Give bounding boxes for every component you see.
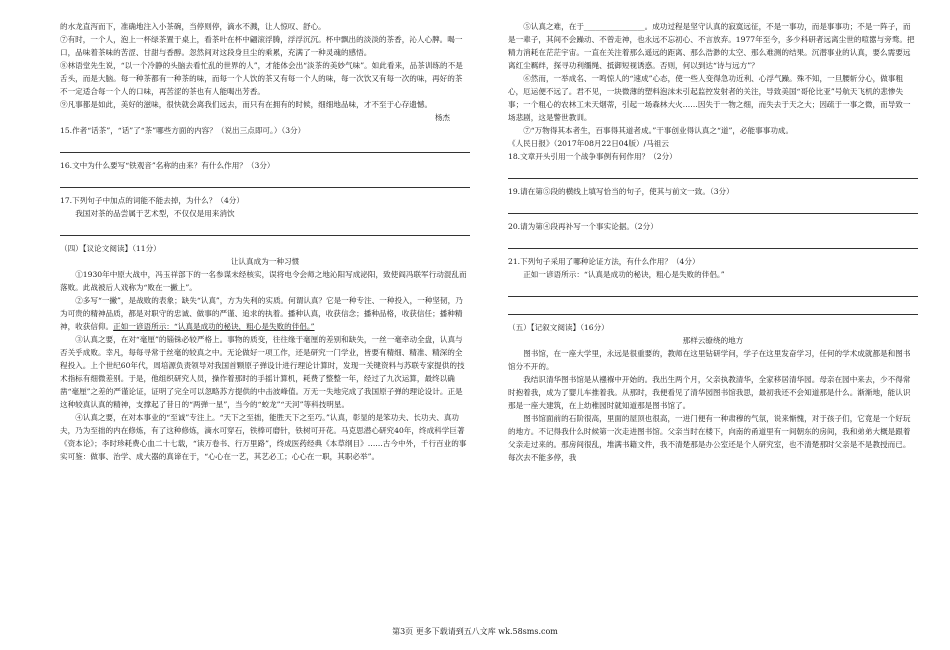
answer-line[interactable] — [60, 176, 470, 188]
exam-page — [60, 20, 920, 635]
paragraph: 图书馆，在一座大学里，永远是很重要的，教师在这里钻研学问，学子在这里发奋学习，任何的学术成就都是和图书馆分不开的。 — [508, 349, 911, 371]
page-footer: 第3页 更多下载请到五八文库 wk.58sms.com — [392, 627, 558, 636]
paragraph: ①1930年中原大战中，冯玉祥部下的一名参谋未经核实，误将电令会师之地沁阳写成泌阳，致使阎冯联军行动混乱而落败。此战被后人戏称为“败在一撇上”。 — [60, 270, 467, 292]
answer-line[interactable] — [508, 285, 918, 297]
paragraph: ④认真之要，在对本事业的“至诚”专注上。“天下之至拙，能胜天下之至巧。”认真，彰显的是笨功夫、长功夫、真功夫，乃为至拙的内在修炼，有了这种修炼，滴水可穿石，铁棒可磨针，铁树可开花。马克思潜心研究40年，终成科学巨著《资本论》；李时珍耗费心血二十七载，“读万卷书、行万里路”，终成医药经典《本草纲目》……古今中外，千行百业的事实可鉴：做事、治学、成大器的真谛在于，“心心在一艺，其艺必工；心心在一职，其职必举”。 — [60, 413, 467, 461]
section-4-heading: （四）【议论文阅读】（11分） — [60, 244, 161, 253]
question-19: 19.请在第⑤段的横线上填写恰当的句子，使其与前文一致。（3分） — [508, 187, 734, 196]
answer-line[interactable] — [508, 202, 918, 214]
paragraph: ⑧林语堂先生说，“以一个冷静的头脑去看忙乱的世界的人”，才能体会出“淡茶的美妙气味”。如此看来，品茶训练的不是舌头，而是大脑。每一种茶都有一种茶的味，而每一个人饮的茶又有每一个人的味，每一次饮又有每一次的味，再好的茶不一定适合每一个人的口味，再苦涩的茶也有人能喝出芳香。 — [60, 61, 463, 96]
article-source: 《人民日报》（2017年08月22日04版）/马祖云 — [508, 139, 669, 148]
question-17-sentence: 我国对茶的品尝属于艺术型，不仅仅是用来消饮 — [75, 209, 235, 218]
paragraph: ⑦有时，一个人，泡上一杯绿茶置于桌上，看茶叶在杯中翩滚浮腾，浮浮沉沉。杯中飘出的淡淡的茶香，沁人心脾。喝一口，品味着茶味的苦涩、甘甜与香醇。忽然间对这段身旦尘的乘累，充满了一种灵魂的感悟。 — [60, 35, 463, 57]
answer-line[interactable] — [60, 224, 470, 236]
right-column — [508, 20, 918, 464]
paragraph — [60, 294, 470, 333]
question-21-sentence: 正如一谚语所示：“认真是成功的秘诀，粗心是失败的伴侣。” — [523, 270, 725, 279]
left-column — [60, 20, 470, 463]
paragraph: 的水龙直泻而下，准确地注入小茶碗，当停则停，滴水不溅，让人惊叹、舒心。 — [60, 22, 326, 31]
answer-line[interactable] — [508, 237, 918, 249]
article-title: 那样云缭绕的地方 — [682, 336, 744, 345]
paragraph-text: ②多写“一撇”，是战败的表象；缺失“认真”，方为失利的实质。何谓认真？它是一种专注、一种投入，一种坚韧，乃为可贵的精神品质，都是对职守的忠诚、做事的严谨、追求的执着。播种认真，收获信念；播种品格，收获信任；播种精神，收获信仰。 — [60, 296, 463, 331]
section-5-heading: （五）【记叙文阅读】（16分） — [508, 323, 609, 332]
paragraph: ⑦“万物得其本者生，百事得其道者成。”干事创业得认真之“道”，必能事事功成。 — [523, 126, 794, 135]
paragraph: ⑥然而，一举成名、一鸣惊人的“速成”心态，使一些人变得急功近利、心浮气躁。殊不知，一旦腰斩分心，做事粗心，厄运便不远了。君不见，一块微薄的塑料泡沫未引起监控发射者的关注，导致美国“哥伦比亚”号航天飞机的悲惨失事；一个粗心的农林工未天烟蒂，引起一场森林大火……因失于一物之细，而失去于天之大；因疏于一事之微，而导致一场悲剧，这是警世教训。 — [508, 74, 911, 122]
paragraph: ③认真之要，在对“毫厘”的锱铢必较严格上。事物的质变，往往缘于毫厘的差别和缺失，一丝一毫牵动全盘，认真与否关乎成败。幸凡，每每寻常于丝毫的较真之中。无论做好一项工作，还是研究一门学业，皆要有精细、精准、精深的全程投入。上个世纪60年代，周培源负责领导对我国首颗原子弹设计进行理论计算时，发现一关键资料与苏联专家提供的技术指标有细微差别。于是，他组织研究人员，操作着那时的手摇计算机，耗费了整整一年，经过了九次运算，最终以确凿“毫厘”之差的严谨论证，证明了完全可以忽略苏方提供的中击波峰值。万无一失地完成了我国原子弹的理论设计。正是这种较真认真的精神，支撑起了昔日的“两弹一星”，当今的“蛟龙”“天河”等科技明星。 — [60, 335, 465, 409]
paragraph: ⑨凡事都是如此，美好的滋味，很快就会离我们远去，而只有在拥有的时候，细细地品味，才不至于心存遗憾。 — [60, 100, 433, 109]
question-16: 16.文中为什么要写“铁观音”名称的由来？有什么作用？（3分） — [60, 161, 275, 170]
question-15: 15.作者“话茶”，“话”了“茶”哪些方面的内容？（说出三点即可。）（3分） — [60, 126, 306, 135]
question-20: 20.请为第④段再补写一个事实论据。（2分） — [508, 222, 658, 231]
paragraph: 我结识清华图书馆是从襁褓中开始的。我出生两个月，父亲执教清华，全家移居清华园。母亲在园中来去，少不得常时抱着我，成为了婴儿车推着我。从那时，我便看见了清华园图书馆我思，最初我还不会知道那是什么。渐渐地，能认识那是一座大建筑，在上幼稚园时就知道那是图书馆了。 — [508, 375, 911, 410]
author: 杨杰 — [434, 113, 450, 122]
question-21: 21.下列句子采用了哪种论证方法，有什么作用？（4分） — [508, 257, 700, 266]
answer-line[interactable] — [508, 303, 918, 315]
answer-line[interactable] — [60, 141, 470, 153]
underlined-quote: 正如一谚语所示：“认真是成功的秘诀，粗心是失败的伴侣。” — [113, 322, 315, 331]
paragraph: ⑤认真之难，在于________________。成功过程是坚守认真的寂寞远征，不是一事功，而是事事功；不是一阵子，而是一辈子，其间不会躁动、不曾走神，也永远不忘初心、不言放弃。1977年至今，多少科研者远离尘世的喧嚣与旁骛。把精力消耗在茫茫宇宙。一直在关注着那么遥远的距离、那么浩渺的太空、那么难测的结果。沉潜事业的认真，要么需要远离红尘羁绊，探寻功利缰绳、抵御短视诱惑。否则，何以到达“诗与远方”？ — [508, 22, 915, 70]
article-title: 让认真成为一种习惯 — [230, 257, 300, 266]
question-17: 17.下列句子中加点的词能不能去掉，为什么？（4分） — [60, 196, 244, 205]
answer-line[interactable] — [508, 167, 918, 179]
paragraph: 图书馆面前的石阶很高，里面的屋顶也很高，一进门便有一种肃穆的气氛，说来惭愧，对于孩子们，它竟是一个好玩的地方。不记得我什么时候第一次走进图书馆。父亲当时在楼下，向南的甬道里有一间朝东的房间，我和弟弟大概是跟着父亲走过来的。那房间很乱，堆满书籍文件，我不清楚那是办公室还是个人研究室，也不清楚那时父亲是不是教授而已。每次去不能多停，我 — [508, 414, 911, 462]
question-18: 18.文章开头引用一个战争事例有何作用？（2分） — [508, 152, 677, 161]
